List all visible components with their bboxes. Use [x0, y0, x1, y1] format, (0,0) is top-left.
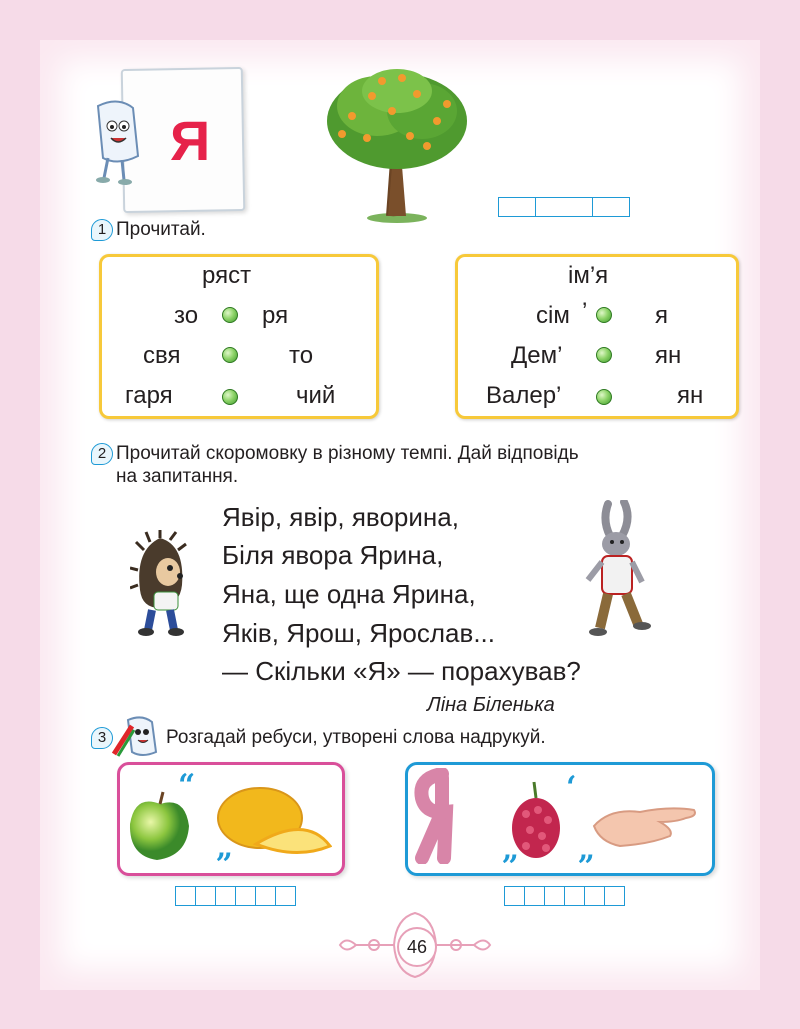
letter-ya-icon: [412, 768, 478, 864]
task-number-3: 3: [91, 727, 113, 749]
rebus2-quote-bottom-2: „: [578, 832, 596, 867]
poem-line-4: Яків, Ярош, Ярослав...: [222, 618, 495, 648]
right-row3-left: Валер’: [486, 382, 562, 409]
green-dot-icon: [596, 307, 612, 323]
right-row2-left: Дем’: [511, 342, 563, 369]
task-number-2: 2: [91, 443, 113, 465]
left-row3-right: чий: [296, 382, 336, 409]
task3-instruction: Розгадай ребуси, утворені слова надрукуй.: [166, 727, 546, 748]
left-box-title: ряст: [202, 262, 252, 289]
green-dot-icon: [222, 347, 238, 363]
green-dot-icon: [596, 347, 612, 363]
left-row1-left: зо: [174, 302, 199, 329]
task2-instruction-line2: на запитання.: [116, 466, 239, 487]
right-row1-right: я: [655, 302, 668, 329]
answer-boxes-rebus-2[interactable]: [504, 886, 625, 906]
poem-line-2: Біля явора Ярина,: [222, 540, 444, 570]
melon-icon: [216, 784, 332, 860]
poem-author: Ліна Біленька: [427, 694, 555, 716]
answer-boxes-rebus-1[interactable]: [175, 886, 296, 906]
right-box-title: ім’я: [568, 262, 609, 289]
green-dot-icon: [222, 307, 238, 323]
poem-line-3: Яна, ще одна Ярина,: [222, 579, 476, 609]
task1-instruction: Прочитай.: [116, 219, 206, 240]
poem-line-1: Явір, явір, яворина,: [222, 502, 459, 532]
paper-mascot-icon: [88, 96, 148, 186]
right-row1-left: сім: [536, 302, 570, 329]
right-row2-right: ян: [655, 342, 682, 369]
right-row3-right: ян: [677, 382, 704, 409]
left-row3-left: гаря: [125, 382, 173, 409]
rebus1-quote-bottom: „: [216, 830, 234, 865]
hedgehog-icon: [130, 530, 190, 638]
left-row2-right: то: [289, 342, 314, 369]
rebus2-quote-bottom-1: „: [502, 832, 520, 867]
paper-mascot-pencil-icon: [112, 712, 164, 758]
left-row1-right: ря: [262, 302, 289, 329]
rabbit-icon: [580, 500, 660, 640]
rebus2-quote-top: ‘: [566, 770, 577, 805]
letter-card-letter: Я: [170, 109, 211, 172]
apple-tree-icon: [322, 66, 472, 226]
left-row2-left: свя: [143, 342, 181, 369]
poem-line-5: — Скільки «Я» — порахував?: [222, 656, 581, 686]
hand-icon: [590, 796, 700, 852]
task2-instruction-line1: Прочитай скоромовку в різному темпі. Дай відповідь: [116, 443, 579, 464]
green-dot-icon: [596, 389, 612, 405]
task-number-1: 1: [91, 219, 113, 241]
page-number: 46: [397, 927, 437, 967]
right-row1-mark: ’: [582, 298, 588, 325]
rebus1-quote-top: “: [178, 768, 196, 803]
green-dot-icon: [222, 389, 238, 405]
answer-boxes-tree[interactable]: [498, 197, 630, 217]
